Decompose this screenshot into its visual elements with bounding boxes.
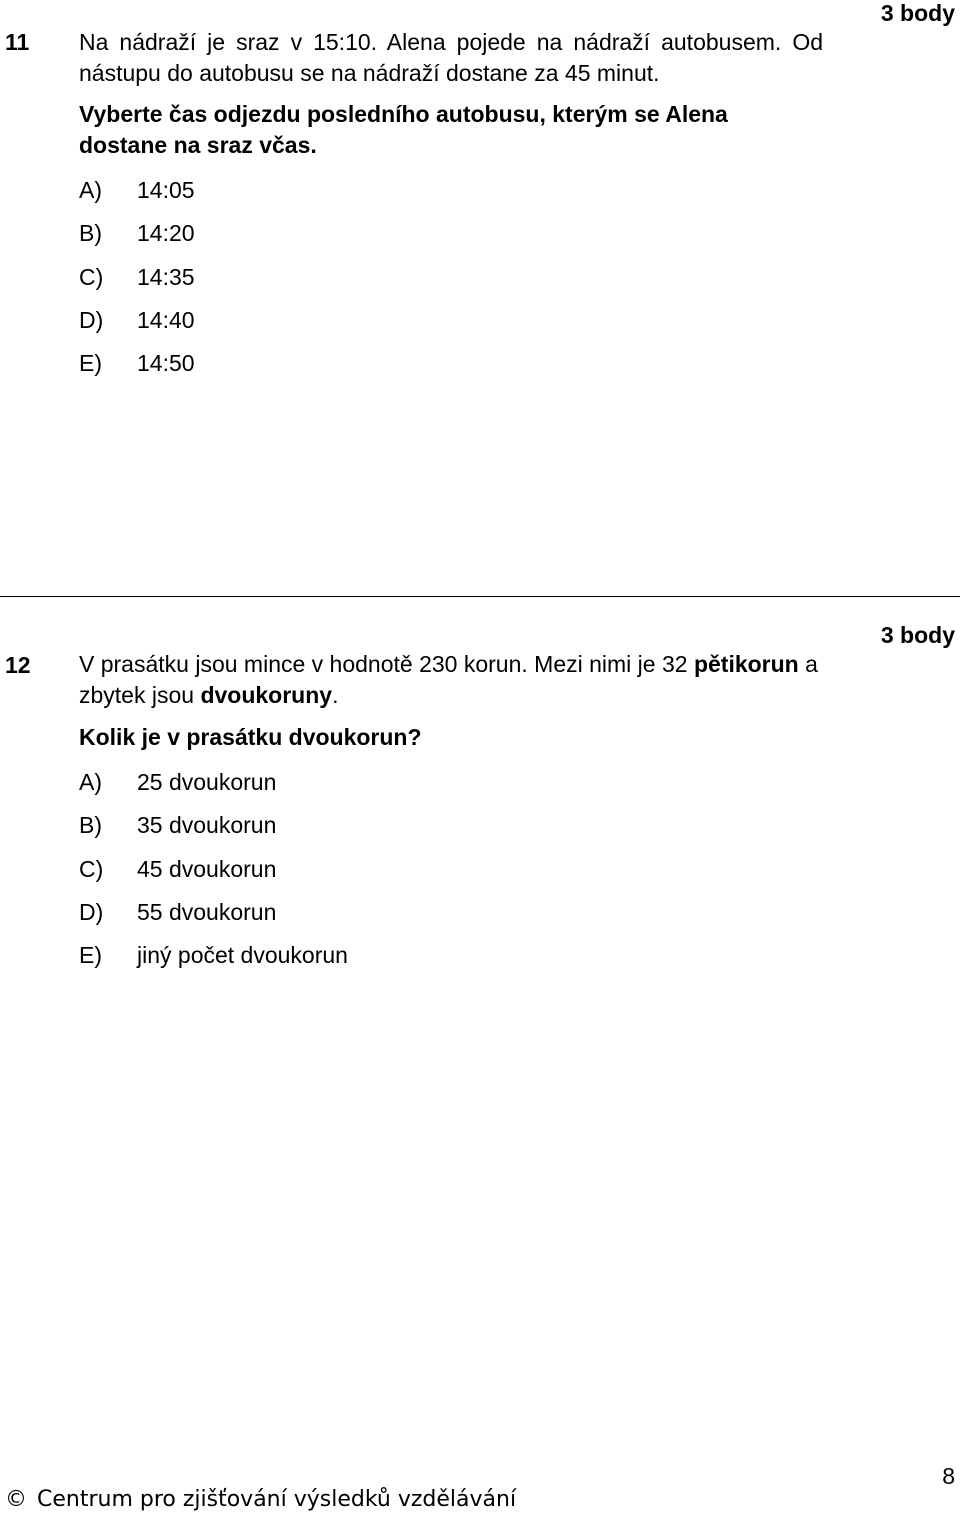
question-12-option-b — [79, 812, 276, 838]
option-letter: A) — [79, 769, 102, 795]
question-12-option-e — [79, 942, 348, 968]
option-letter: D) — [79, 307, 104, 333]
option-text: 14:50 — [137, 350, 195, 376]
option-text: 14:20 — [137, 220, 195, 246]
option-letter: C) — [79, 856, 104, 882]
option-text: 14:05 — [137, 177, 195, 203]
page-number: 8 — [942, 1463, 955, 1489]
question-11-option-b — [79, 220, 195, 246]
question-12-text-part1: V prasátku jsou mince v hodnotě 230 korun. Mezi nimi je 32 — [79, 651, 694, 677]
option-letter: C) — [79, 264, 104, 290]
option-letter: B) — [79, 220, 102, 246]
option-letter: E) — [79, 942, 102, 968]
question-11-number: 11 — [5, 29, 30, 55]
question-11-option-a — [79, 177, 195, 203]
question-11-text-line1: Na nádraží je sraz v 15:10. Alena pojede na nádraží autobusem. Od — [79, 29, 823, 55]
option-text: 45 dvoukorun — [137, 856, 277, 882]
question-11-prompt: Vyberte čas odjezdu posledního autobusu, kterým se Alena dostane na sraz včas. — [79, 101, 728, 158]
question-12-text-bold2: dvoukoruny — [200, 682, 333, 708]
footer-organization: Centrum pro zjišťování výsledků vzdělávání — [37, 1487, 517, 1512]
question-12-text-part3: . — [332, 682, 339, 708]
question-11-text — [79, 27, 823, 89]
option-letter: D) — [79, 899, 104, 925]
question-12-number: 12 — [5, 652, 31, 678]
question-12-text-bold1: pětikorun — [693, 651, 799, 677]
option-text: jiný počet dvoukorun — [137, 942, 348, 968]
question-11-option-d — [79, 307, 195, 333]
question-11-option-c — [79, 264, 195, 290]
question-11-text-line2: nástupu do autobusu se na nádraží dostane za 45 minut. — [79, 60, 660, 86]
option-text: 14:35 — [137, 264, 195, 290]
footer-copyright — [5, 1487, 516, 1513]
option-text: 25 dvoukorun — [137, 769, 277, 795]
option-letter: B) — [79, 812, 102, 838]
question-12-option-a — [79, 769, 276, 795]
question-12-prompt: Kolik je v prasátku dvoukorun? — [79, 724, 422, 750]
question-12-text — [79, 649, 839, 711]
option-text: 55 dvoukorun — [137, 899, 277, 925]
question-12-points: 3 body — [880, 622, 955, 648]
question-12-option-c — [79, 856, 276, 882]
section-divider — [0, 596, 960, 597]
question-11-points: 3 body — [880, 0, 955, 26]
copyright-icon: © — [5, 1487, 27, 1512]
question-12-option-d — [79, 899, 276, 925]
option-letter: A) — [79, 177, 102, 203]
option-letter: E) — [79, 350, 102, 376]
question-12-text-part2: a zbytek jsou — [79, 651, 818, 708]
option-text: 35 dvoukorun — [137, 812, 277, 838]
question-11-option-e — [79, 350, 195, 376]
option-text: 14:40 — [137, 307, 195, 333]
